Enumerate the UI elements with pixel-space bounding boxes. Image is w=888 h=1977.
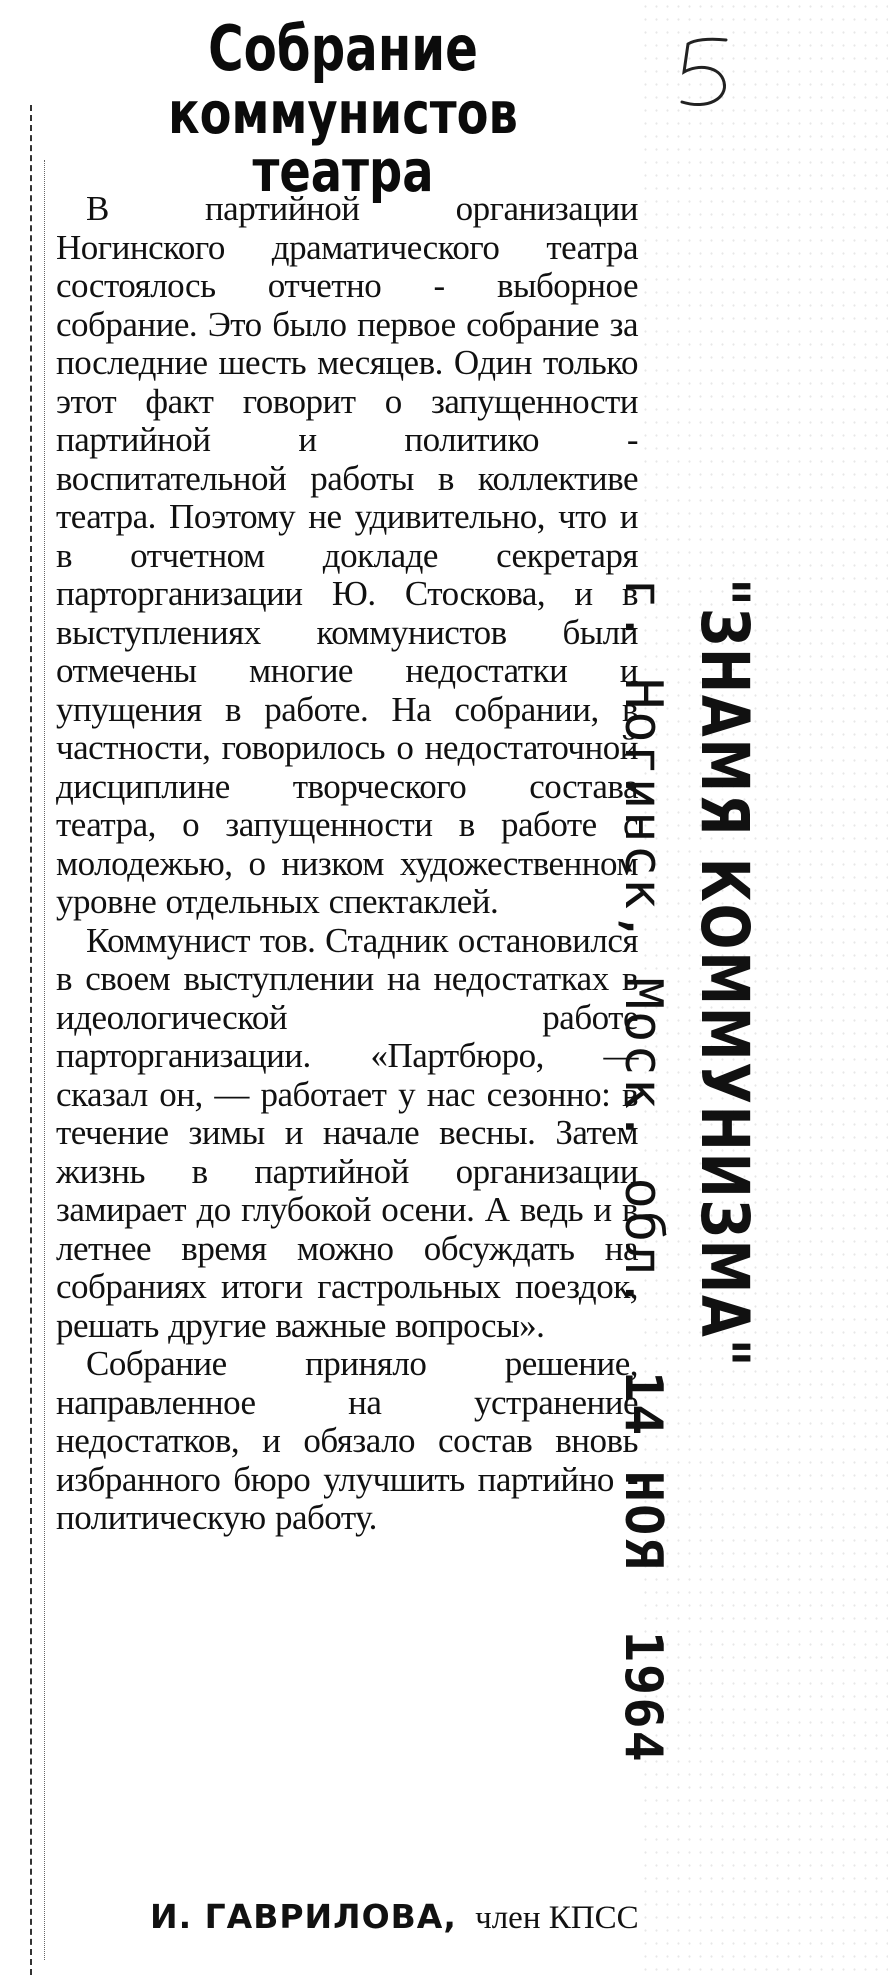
article-paragraph-2: Коммунист тов. Стадник остановился в своем выступлении на недостатках в идеологической работе парторганизации. «Партбюро, — сказал он, — работает у нас сезонно: в течение зимы и начале весны. Затем жизнь в партийной организации замирает до глубокой осени. А ведь и в летнее время можно обсуждать на собраниях итоги гастрольных поездок, решать другие важные вопросы». bbox=[56, 920, 638, 1345]
clipping-left-edge-inner bbox=[44, 160, 49, 1960]
newspaper-stamp bbox=[582, 578, 763, 1764]
stamp-newspaper-name: "ЗНАМЯ КОММУНИЗМА" bbox=[686, 578, 763, 1369]
article-signature bbox=[150, 1897, 650, 1937]
stamp-year: 1964 bbox=[613, 1630, 673, 1764]
stamp-details bbox=[608, 578, 678, 1764]
author-name: И. ГАВРИЛОВА, bbox=[150, 1897, 457, 1936]
article-body bbox=[56, 190, 638, 1538]
clipping-left-edge bbox=[30, 105, 38, 1975]
stamp-place: г. Ногинск, Моск. обл. bbox=[613, 578, 673, 1311]
article-headline bbox=[38, 12, 648, 205]
author-role: член КПСС bbox=[475, 1900, 639, 1936]
handwritten-page-number bbox=[668, 30, 748, 120]
headline-line-1: Собрание bbox=[208, 12, 478, 85]
stamp-date: 14 НОЯ bbox=[613, 1370, 673, 1571]
article-paragraph-1: В партийной организации Ногинского драматического театра состоялось отчетно - выборное собрание. Это было первое собрание за последние шесть месяцев. Один только этот факт говорит о запущенности партийной и политико - воспитательной работы в коллективе театра. Поэтому не удивительно, что и в отчетном докладе секретаря парторганизации Ю. Стоскова, и в выступлениях коммунистов были отмечены многие недостатки и упущения в работе. На собрании, в частности, говорилось о недостаточной дисциплине творческого состава театра, о запущенности в работе с молодежью, о низком художественном уровне отдельных спектаклей. bbox=[56, 189, 638, 921]
headline-line-2: коммунистов театра bbox=[168, 79, 518, 205]
article-paragraph-3: Собрание приняло решение, направленное на устранение недостатков, и обязало состав вновь избранного бюро улучшить партийно - политическую работу. bbox=[56, 1344, 638, 1537]
